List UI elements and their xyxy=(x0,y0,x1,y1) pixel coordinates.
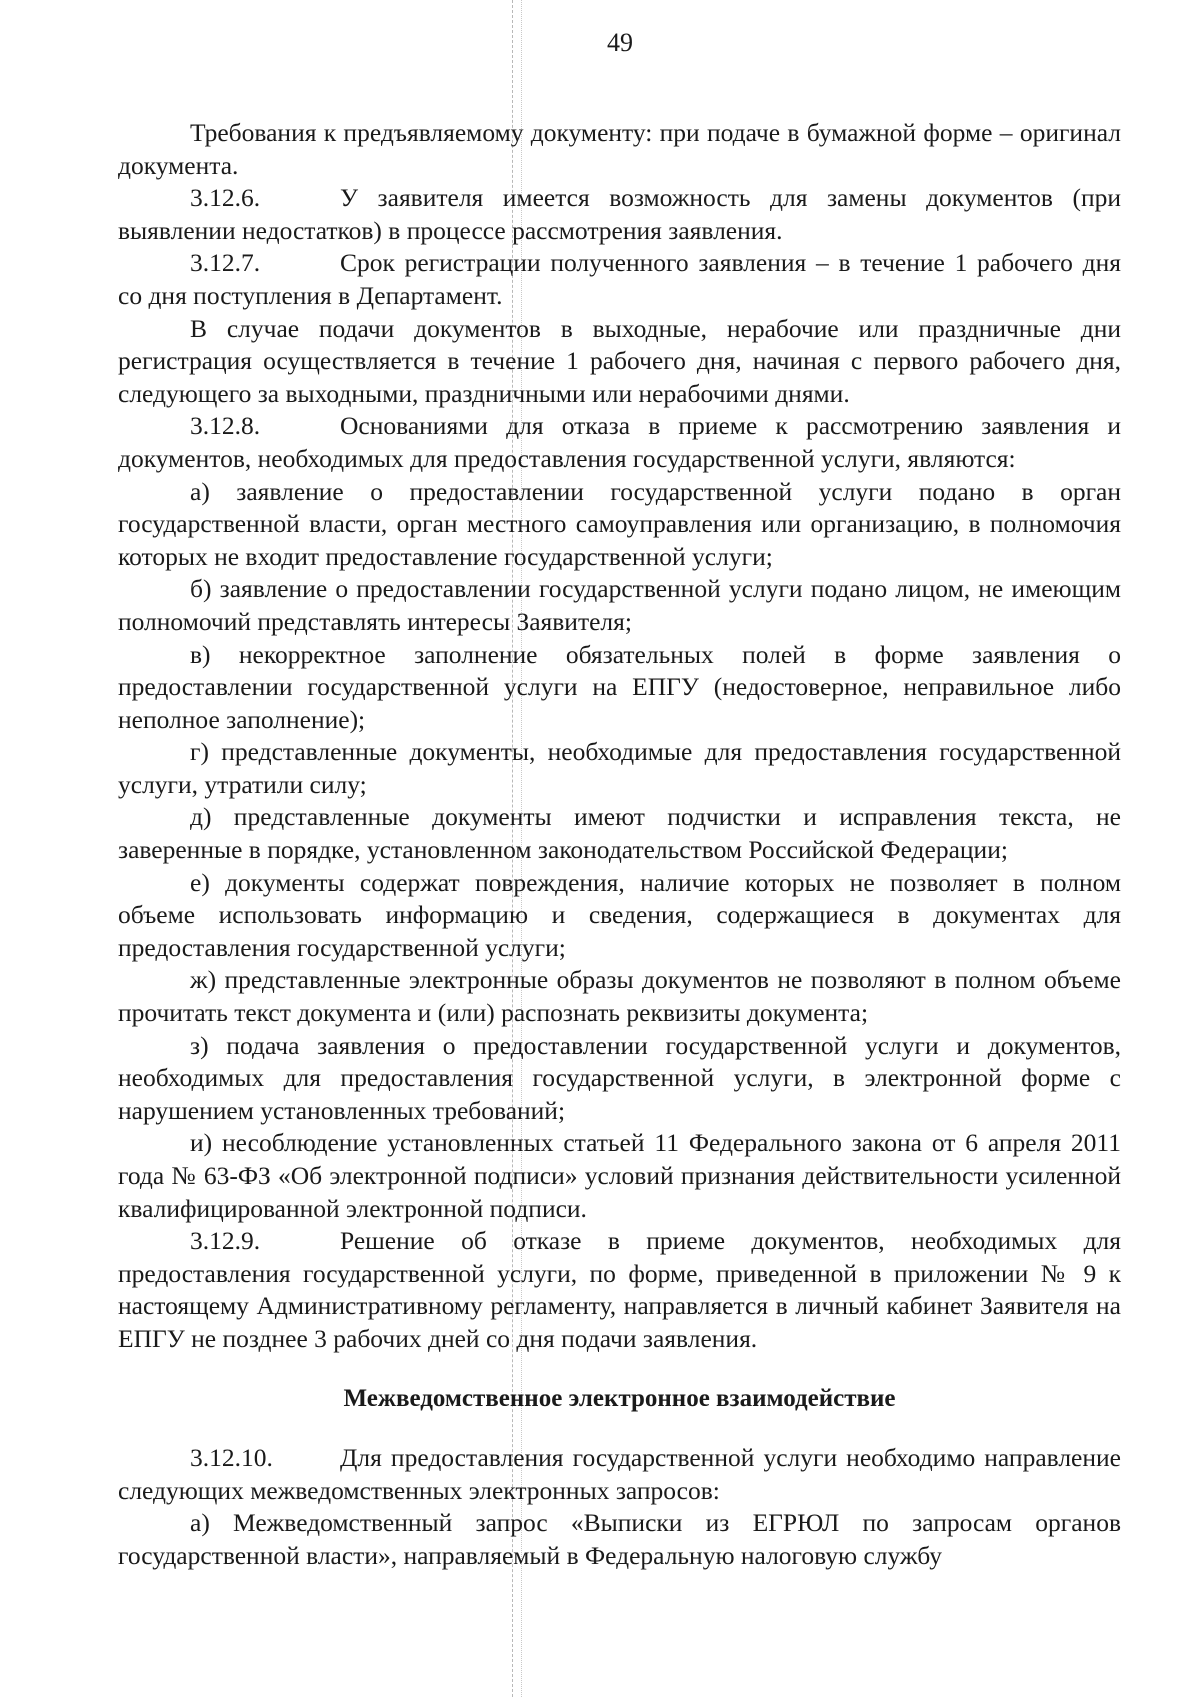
paragraph-p2 xyxy=(118,182,1121,247)
paragraph-text: з) подача заявления о предоставлении государственной услуги и документов, необходимых для предоставления государственной услуги, в электронной форме с нарушением установленных требований; xyxy=(118,1030,1121,1125)
section-heading: Межведомственное электронное взаимодействие xyxy=(343,1384,896,1412)
paragraph-p7 xyxy=(118,573,1121,638)
document-body xyxy=(118,117,1121,1573)
paragraph-text: а) Межведомственный запрос «Выписки из ЕГРЮЛ по запросам органов государственной власти», направляемый в Федеральную налоговую службу xyxy=(118,1508,1121,1570)
paragraph-text: в) некорректное заполнение обязательных полей в форме заявления о предоставлении государственной услуги на ЕПГУ (недостоверное, неправильное либо неполное заполнение); xyxy=(118,639,1121,734)
clause-number: 3.12.7. xyxy=(190,248,261,278)
paragraph-p1 xyxy=(118,117,1121,182)
paragraph-text: Решение об отказе в приеме документов, необходимых для предоставления государственной услуги, по форме, приведенной в приложении № 9 к настоящему Административному регламенту, направляется в личный кабинет Заявителя на ЕПГУ не позднее 3 рабочих дней со дня подачи заявления. xyxy=(118,1226,1121,1353)
paragraph-p4 xyxy=(118,313,1121,411)
paragraph-text: В случае подачи документов в выходные, нерабочие или праздничные дни регистрация осуществляется в течение 1 рабочего дня, начиная с первого рабочего дня, следующего за выходными, праздничными или нерабочими днями. xyxy=(118,313,1121,408)
paragraph-p8 xyxy=(118,639,1121,737)
paragraph-text: Основаниями для отказа в приеме к рассмотрению заявления и документов, необходимых для предоставления государственной услуги, являются: xyxy=(118,411,1121,473)
paragraph-p6 xyxy=(118,476,1121,574)
paragraph-p16 xyxy=(118,1442,1121,1507)
paragraph-text: Требования к предъявляемому документу: при подаче в бумажной форме – оригинал документа. xyxy=(118,118,1121,180)
paragraph-text: б) заявление о предоставлении государственной услуги подано лицом, не имеющим полномочий представлять интересы Заявителя; xyxy=(118,574,1121,636)
paragraph-p9 xyxy=(118,736,1121,801)
paragraph-p3 xyxy=(118,247,1121,312)
paragraph-p17 xyxy=(118,1507,1121,1572)
paragraph-p11 xyxy=(118,867,1121,965)
clause-number: 3.12.9. xyxy=(190,1226,261,1256)
paragraph-text: и) несоблюдение установленных статьей 11 Федерального закона от 6 апреля 2011 года № 63-ФЗ «Об электронной подписи» условий признания действительности усиленной квалифицированной электронной подписи. xyxy=(118,1128,1121,1223)
paragraph-p13 xyxy=(118,1030,1121,1128)
paragraph-p12 xyxy=(118,964,1121,1029)
clause-number: 3.12.10. xyxy=(190,1443,273,1473)
paragraph-text: У заявителя имеется возможность для замены документов (при выявлении недостатков) в процессе рассмотрения заявления. xyxy=(118,183,1121,245)
paragraph-text: Для предоставления государственной услуги необходимо направление следующих межведомственных электронных запросов: xyxy=(118,1443,1121,1505)
paragraph-text: г) представленные документы, необходимые для предоставления государственной услуги, утратили силу; xyxy=(118,737,1121,799)
clause-number: 3.12.6. xyxy=(190,183,261,213)
clause-number: 3.12.8. xyxy=(190,411,261,441)
paragraphs-section-after xyxy=(118,1442,1121,1572)
paragraph-text: д) представленные документы имеют подчистки и исправления текста, не заверенные в порядке, установленном законодательством Российской Федерации; xyxy=(118,802,1121,865)
paragraph-text: Срок регистрации полученного заявления – в течение 1 рабочего дня со дня поступления в Департамент. xyxy=(118,248,1121,310)
paragraph-text: а) заявление о предоставлении государственной услуги подано в орган государственной власти, орган местного самоуправления или организацию, в полномочия которых не входит предоставление государственной услуги; xyxy=(118,476,1121,571)
paragraph-p15 xyxy=(118,1225,1121,1355)
paragraphs-section xyxy=(118,117,1121,1356)
paragraph-text: е) документы содержат повреждения, наличие которых не позволяет в полном объеме использовать информацию и сведения, содержащиеся в документах для предоставления государственной услуги; xyxy=(118,867,1121,962)
paragraph-p5 xyxy=(118,410,1121,475)
paragraph-text: ж) представленные электронные образы документов не позволяют в полном объеме прочитать текст документа и (или) распознать реквизиты документа; xyxy=(118,965,1121,1028)
paragraph-p14 xyxy=(118,1127,1121,1225)
paragraph-p10 xyxy=(118,801,1121,866)
page-number: 49 xyxy=(607,28,633,57)
